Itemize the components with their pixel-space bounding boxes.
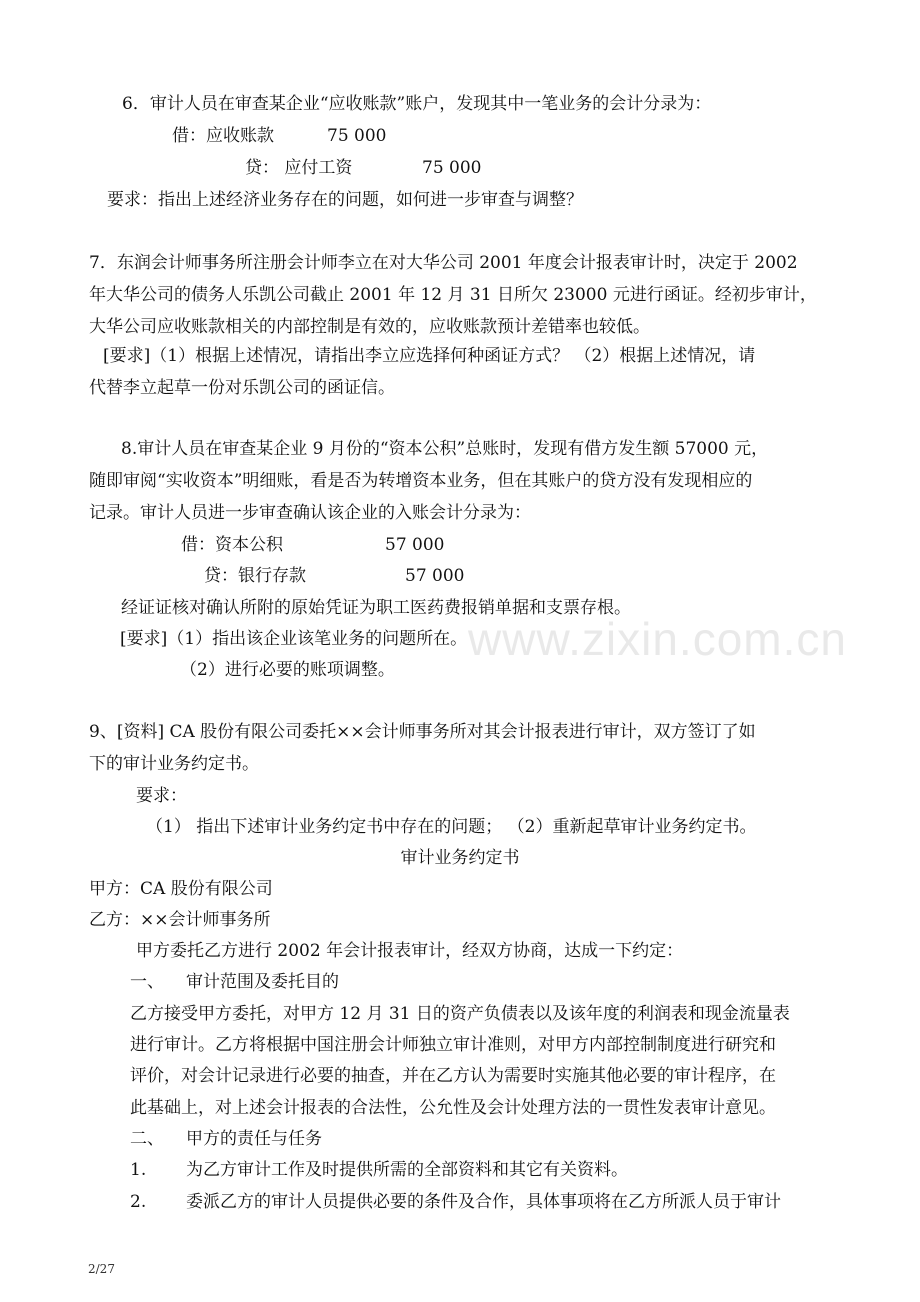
agreement-title: 审计业务约定书 [400, 848, 520, 868]
q8-line2: 随即审阅“实收资本”明细账，看是否为转增资本业务，但在其账户的贷方没有发现相应的 [89, 471, 753, 491]
section1-title: 审计范围及委托目的 [186, 972, 339, 992]
q6-requirement: 要求：指出上述经济业务存在的问题，如何进一步审查与调整？ [107, 190, 583, 210]
item2-number: 2. [130, 1192, 147, 1212]
section2-number: 二、 [130, 1129, 164, 1149]
agreement-intro: 甲方委托乙方进行 2002 年会计报表审计，经双方协商，达成一下约定： [136, 941, 684, 961]
q8-debit-amount: 57 000 [385, 535, 445, 555]
q7-line4: [要求]（1）根据上述情况，请指出李立应选择何种函证方式？ （2）根据上述情况，请 [103, 346, 756, 366]
q6-credit-amount: 75 000 [422, 158, 482, 178]
q6-debit-label: 借：应收账款 [172, 126, 274, 146]
item2-text: 委派乙方的审计人员提供必要的条件及合作，具体事项将在乙方所派人员于审计 [186, 1192, 781, 1212]
q8-line4: 经证证核对确认所附的原始凭证为职工医药费报销单据和支票存根。 [121, 598, 631, 618]
q6-line1: 6．审计人员在审查某企业“应收账款”账户，发现其中一笔业务的会计分录为： [122, 94, 712, 114]
q9-line2: 下的审计业务约定书。 [89, 754, 259, 774]
q7-line3: 大华公司应收账款相关的内部控制是有效的，应收账款预计差错率也较低。 [89, 317, 650, 337]
q7-line5: 代替李立起草一份对乐凯公司的函证信。 [89, 378, 395, 398]
q9-line1: 9、[资料] CA 股份有限公司委托××会计师事务所对其会计报表进行审计，双方签订了如 [89, 722, 756, 742]
q8-req1: [要求]（1）指出该企业该笔业务的问题所在。 [120, 629, 468, 649]
party-b: 乙方：××会计师事务所 [89, 910, 271, 930]
page-number: 2/27 [88, 1262, 115, 1276]
q8-credit-amount: 57 000 [405, 566, 465, 586]
q9-req-items: （1） 指出下述审计业务约定书中存在的问题； （2）重新起草审计业务约定书。 [146, 817, 757, 837]
party-a: 甲方：CA 股份有限公司 [89, 879, 273, 899]
item1-number: 1. [130, 1160, 147, 1180]
section1-para-line1: 乙方接受甲方委托，对甲方 12 月 31 日的资产负债表以及该年度的利润表和现金流量表 [130, 1004, 790, 1024]
q8-line3: 记录。审计人员进一步审查确认该企业的入账会计分录为： [89, 503, 531, 523]
section2-title: 甲方的责任与任务 [186, 1129, 322, 1149]
q8-req2: （2）进行必要的账项调整。 [180, 660, 395, 680]
section1-para-line4: 此基础上，对上述会计报表的合法性，公允性及会计处理方法的一贯性发表审计意见。 [130, 1098, 776, 1118]
q7-line1: 7．东润会计师事务所注册会计师李立在对大华公司 2001 年度会计报表审计时，决定于 2002 [89, 253, 798, 273]
q8-credit-label: 贷：银行存款 [204, 566, 306, 586]
q8-line1: 8.审计人员在审查某企业 9 月份的“资本公积”总账时，发现有借方发生额 57000 元， [121, 439, 769, 459]
section1-number: 一、 [130, 972, 164, 992]
watermark: www.zixin.com.cn [468, 613, 847, 665]
q9-req-label: 要求： [136, 786, 187, 806]
section1-para-line3: 评价，对会计记录进行必要的抽查，并在乙方认为需要时实施其他必要的审计程序，在 [130, 1066, 776, 1086]
item1-text: 为乙方审计工作及时提供所需的全部资料和其它有关资料。 [186, 1160, 628, 1180]
q6-debit-amount: 75 000 [327, 126, 387, 146]
section1-para-line2: 进行审计。乙方将根据中国注册会计师独立审计准则，对甲方内部控制制度进行研究和 [130, 1035, 776, 1055]
q7-line2: 年大华公司的债务人乐凯公司截止 2001 年 12 月 31 日所欠 23000 元进行函证。经初步审计， [89, 285, 817, 305]
q6-credit-label: 贷： 应付工资 [245, 158, 353, 178]
q8-debit-label: 借：资本公积 [181, 535, 283, 555]
